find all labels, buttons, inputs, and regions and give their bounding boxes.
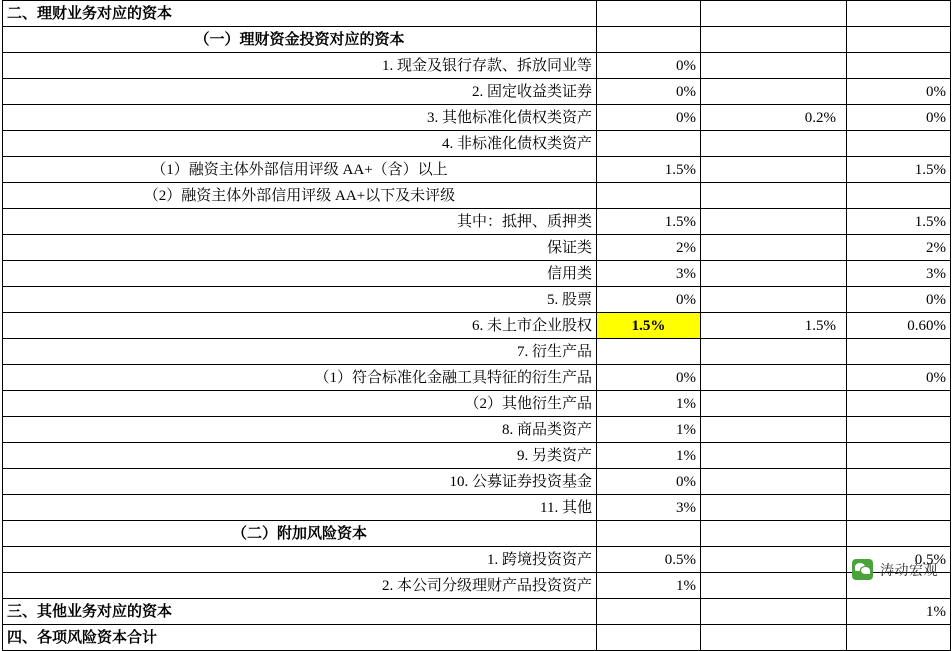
row-label[interactable]: 11. 其他 (3, 495, 597, 521)
row-label[interactable]: （二）附加风险资本 (3, 521, 597, 547)
cell-value-3[interactable] (847, 1, 951, 27)
table-row (3, 521, 951, 547)
row-label[interactable]: 9. 另类资产 (3, 443, 597, 469)
table-row (3, 235, 951, 261)
cell-value-3[interactable]: 0% (847, 105, 951, 131)
cell-value-1[interactable] (597, 131, 701, 157)
cell-value-2[interactable] (701, 157, 847, 183)
cell-value-2[interactable] (701, 599, 847, 625)
cell-value-3[interactable]: 0% (847, 79, 951, 105)
cell-value-3[interactable] (847, 469, 951, 495)
cell-value-2[interactable] (701, 53, 847, 79)
table-row (3, 495, 951, 521)
cell-value-1[interactable]: 3% (597, 495, 701, 521)
account-watermark (852, 559, 938, 580)
cell-value-3[interactable] (847, 417, 951, 443)
table-row (3, 417, 951, 443)
cell-value-3[interactable] (847, 183, 951, 209)
row-label[interactable]: 6. 未上市企业股权 (3, 313, 597, 339)
cell-value-3[interactable] (847, 625, 951, 651)
cell-value-1[interactable]: 1% (597, 443, 701, 469)
cell-value-2[interactable] (701, 79, 847, 105)
cell-value-3[interactable] (847, 131, 951, 157)
cell-value-1[interactable] (597, 599, 701, 625)
row-label[interactable]: 三、其他业务对应的资本 (3, 599, 597, 625)
cell-value-2[interactable] (701, 547, 847, 573)
row-label[interactable]: 5. 股票 (3, 287, 597, 313)
cell-value-2[interactable] (701, 573, 847, 599)
cell-value-1[interactable]: 3% (597, 261, 701, 287)
row-label[interactable]: 7. 衍生产品 (3, 339, 597, 365)
cell-value-2[interactable] (701, 365, 847, 391)
cell-value-3[interactable] (847, 443, 951, 469)
table-row (3, 391, 951, 417)
cell-value-1[interactable]: 1% (597, 391, 701, 417)
table-row (3, 599, 951, 625)
row-label[interactable]: 8. 商品类资产 (3, 417, 597, 443)
cell-value-3[interactable]: 0.60% (847, 313, 951, 339)
cell-value-2[interactable] (701, 625, 847, 651)
cell-value-2[interactable] (701, 235, 847, 261)
table-row (3, 547, 951, 573)
table-row (3, 313, 951, 339)
cell-value-2[interactable] (701, 261, 847, 287)
cell-value-1[interactable] (597, 27, 701, 53)
cell-value-1[interactable]: 0% (597, 79, 701, 105)
cell-value-1[interactable]: 0% (597, 287, 701, 313)
table-row (3, 469, 951, 495)
row-label[interactable]: （2）融资主体外部信用评级 AA+以下及未评级 (3, 183, 597, 209)
cell-value-2[interactable] (701, 521, 847, 547)
table-row (3, 625, 951, 651)
row-label[interactable]: 4. 非标准化债权类资产 (3, 131, 597, 157)
wechat-logo-icon (852, 559, 873, 580)
row-label[interactable]: 1. 现金及银行存款、拆放同业等 (3, 53, 597, 79)
row-label[interactable]: 10. 公募证券投资基金 (3, 469, 597, 495)
table-row (3, 105, 951, 131)
row-label[interactable]: （1）符合标准化金融工具特征的衍生产品 (3, 365, 597, 391)
cell-value-3[interactable]: 1.5% (847, 157, 951, 183)
cell-value-1[interactable]: 1% (597, 417, 701, 443)
cell-value-2[interactable]: 0.2% (701, 105, 847, 131)
cell-value-1[interactable] (597, 521, 701, 547)
cell-value-2[interactable] (701, 209, 847, 235)
cell-value-1[interactable] (597, 339, 701, 365)
cell-value-2[interactable] (701, 469, 847, 495)
cell-value-3[interactable] (847, 521, 951, 547)
cell-value-2[interactable] (701, 131, 847, 157)
cell-value-2[interactable] (701, 183, 847, 209)
cell-value-1[interactable] (597, 183, 701, 209)
table-row (3, 157, 951, 183)
cell-value-3[interactable]: 1.5% (847, 209, 951, 235)
cell-value-2[interactable] (701, 27, 847, 53)
cell-value-2[interactable] (701, 443, 847, 469)
cell-value-2[interactable] (701, 339, 847, 365)
row-label[interactable]: 3. 其他标准化债权类资产 (3, 105, 597, 131)
cell-value-3[interactable]: 2% (847, 235, 951, 261)
cell-value-2[interactable] (701, 287, 847, 313)
table-row (3, 443, 951, 469)
cell-value-3[interactable]: 1% (847, 599, 951, 625)
cell-value-1[interactable]: 1.5% (597, 313, 701, 339)
table-row (3, 27, 951, 53)
cell-value-3[interactable]: 0.5% (847, 547, 951, 573)
table-row (3, 261, 951, 287)
table-row (3, 209, 951, 235)
account-name: 涛动宏观 (880, 562, 938, 579)
table-body (3, 1, 951, 651)
cell-value-1[interactable]: 1.5% (597, 209, 701, 235)
table-row (3, 573, 951, 599)
capital-table (2, 0, 951, 651)
cell-value-3[interactable] (847, 339, 951, 365)
table-row (3, 287, 951, 313)
cell-value-3[interactable]: 3% (847, 261, 951, 287)
cell-value-1[interactable]: 0.5% (597, 547, 701, 573)
table-row (3, 79, 951, 105)
table-row (3, 131, 951, 157)
cell-value-1[interactable]: 0% (597, 53, 701, 79)
cell-value-1[interactable]: 0% (597, 105, 701, 131)
row-label[interactable]: 其中：抵押、质押类 (3, 209, 597, 235)
cell-value-1[interactable]: 1% (597, 573, 701, 599)
table-row (3, 53, 951, 79)
row-label[interactable]: （一）理财资金投资对应的资本 (3, 27, 597, 53)
row-label[interactable]: 四、各项风险资本合计 (3, 625, 597, 651)
row-label[interactable]: 2. 本公司分级理财产品投资资产 (3, 573, 597, 599)
cell-value-3[interactable]: 0% (847, 287, 951, 313)
row-label[interactable]: （2）其他衍生产品 (3, 391, 597, 417)
cell-value-2[interactable] (701, 391, 847, 417)
cell-value-1[interactable]: 0% (597, 365, 701, 391)
table-row (3, 1, 951, 27)
table-row (3, 183, 951, 209)
cell-value-2[interactable]: 1.5% (701, 313, 847, 339)
cell-value-1[interactable]: 0% (597, 469, 701, 495)
cell-value-3[interactable] (847, 391, 951, 417)
row-label[interactable]: 保证类 (3, 235, 597, 261)
cell-value-2[interactable] (701, 417, 847, 443)
row-label[interactable]: 2. 固定收益类证券 (3, 79, 597, 105)
cell-value-1[interactable] (597, 625, 701, 651)
cell-value-3[interactable]: 0% (847, 365, 951, 391)
row-label[interactable]: （1）融资主体外部信用评级 AA+（含）以上 (3, 157, 597, 183)
cell-value-1[interactable]: 1.5% (597, 157, 701, 183)
cell-value-3[interactable] (847, 53, 951, 79)
cell-value-3[interactable] (847, 27, 951, 53)
row-label[interactable]: 二、理财业务对应的资本 (3, 1, 597, 27)
cell-value-1[interactable] (597, 1, 701, 27)
cell-value-3[interactable] (847, 495, 951, 521)
table-row (3, 339, 951, 365)
cell-value-2[interactable] (701, 495, 847, 521)
row-label[interactable]: 信用类 (3, 261, 597, 287)
table-row (3, 365, 951, 391)
cell-value-1[interactable]: 2% (597, 235, 701, 261)
cell-value-2[interactable] (701, 1, 847, 27)
row-label[interactable]: 1. 跨境投资资产 (3, 547, 597, 573)
